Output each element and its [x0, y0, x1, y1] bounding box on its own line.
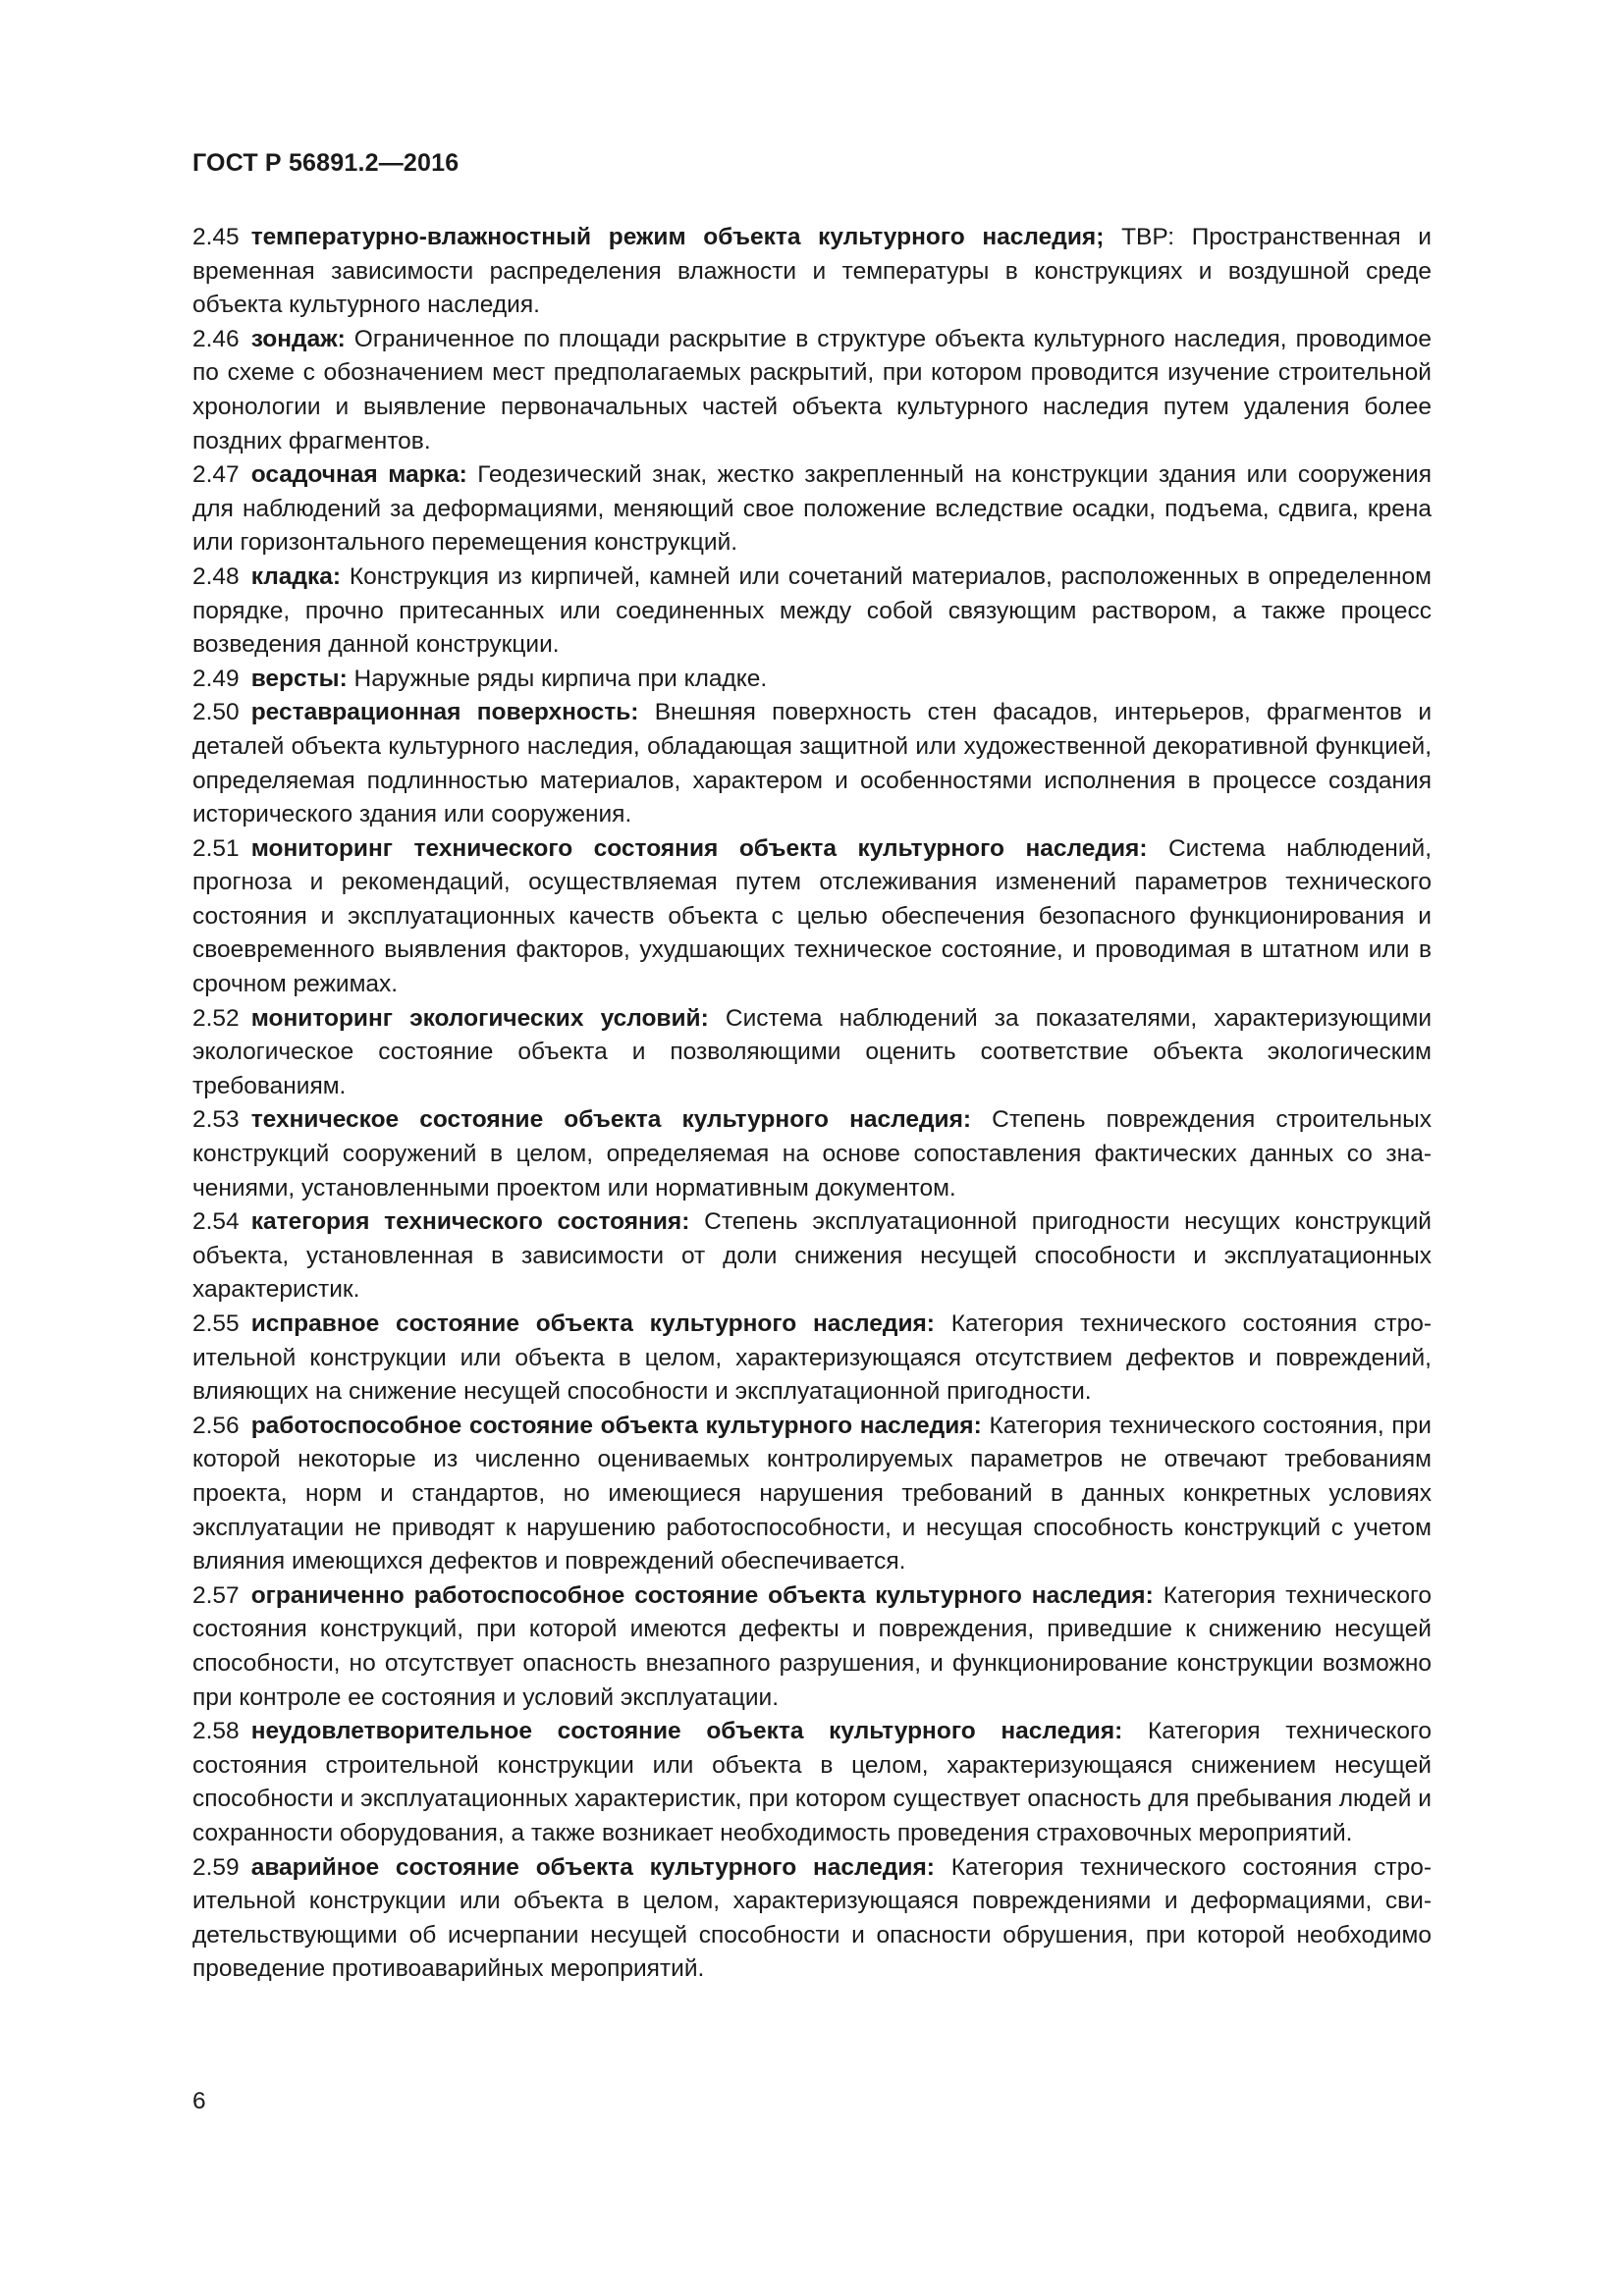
entry-term: версты: [250, 665, 348, 692]
entry-text: Категория технического состояния конструкций, при которой имеются дефекты и повреждения, приведшие к снижению несущей способности, но отсутствует опасность внезапного разрушения, и функционирование конструкции возможно при контроле ее состояния и условий эксплуатации. [192, 1581, 1433, 1711]
entry-term: работоспособное состояние объекта культурного наследия: [250, 1412, 982, 1439]
standard-designation: ГОСТ Р 56891.2—2016 [192, 149, 460, 177]
entry-term: ограниченно работоспособное состояние объекта культурного наследия: [250, 1581, 1154, 1609]
definition-entry-2-57 [192, 1579, 1432, 1715]
entry-text: Наружные ряды кирпича при кладке. [347, 665, 768, 692]
entry-text: Категория технического состояния строительной конструкции или объекта в целом, характеризующаяся повреждениями и деформациями, свидетельствующими об исчерпании несущей способности и опасности обрушения, при которой необходимо проведение противоаварийных мероприятий. [192, 1853, 1432, 1983]
entry-term: осадочная марка: [250, 461, 467, 489]
entry-number: 2.51 [192, 834, 240, 862]
entry-number: 2.47 [192, 461, 240, 489]
entry-text: ТВР: Пространственная и временная зависимости распределения влажности и температуры в конструкциях и воздушной среде объекта культурного наследия. [192, 224, 1432, 319]
entry-text: Конструкция из кирпичей, камней или сочетаний материалов, расположенных в определенном порядке, прочно притесанных или соединенных между собой связующим раствором, а также процесс возведения данной конструкции. [192, 562, 1432, 659]
definition-entry-2-51 [192, 832, 1432, 1002]
entry-number: 2.46 [192, 325, 240, 352]
entry-number: 2.54 [192, 1208, 240, 1236]
entry-text: Внешняя поверхность стен фасадов, интерьеров, фрагментов и деталей объекта культурного наследия, обладающая защитной или художественной декоративной функцией, определяемая подлинностью материалов, характером и особенностями исполнения в процессе создания исторического здания или сооружения. [192, 699, 1432, 828]
entry-term: аварийное состояние объекта культурного наследия: [250, 1853, 935, 1881]
definition-entry-2-56 [192, 1410, 1432, 1579]
entry-number: 2.53 [192, 1106, 240, 1134]
entry-term: исправное состояние объекта культурного наследия: [250, 1310, 935, 1337]
entry-number: 2.59 [192, 1853, 240, 1881]
entry-number: 2.57 [192, 1581, 240, 1609]
definition-entry-2-59 [192, 1851, 1432, 1987]
entry-text: Степень эксплуатационной пригодности несущих конструкций объекта, установленная в зависимости от доли снижения несущей способности и эксплуатационных характеристик. [192, 1208, 1432, 1304]
entry-number: 2.49 [192, 665, 240, 692]
entry-number: 2.48 [192, 562, 240, 590]
entry-term: температурно-влажностный режим объекта культурного наследия; [250, 224, 1105, 250]
entry-text: Категория технического состояния строительной конструкции или объекта в целом, характеризующаяся отсутствием дефектов и повреждений, влияющих на снижение несущей способности и эксплуатационной пригодности. [192, 1310, 1432, 1406]
definition-entry-2-48 [192, 561, 1432, 663]
entry-number: 2.50 [192, 699, 240, 726]
definition-entry-2-53 [192, 1103, 1432, 1205]
entry-term: кладка: [250, 562, 342, 590]
definition-entry-2-55 [192, 1308, 1432, 1410]
entry-term: категория технического состояния: [250, 1208, 690, 1236]
entry-number: 2.55 [192, 1310, 240, 1337]
entry-text: Геодезический знак, жестко закрепленный на конструкции здания или сооружения для наблюдений за деформациями, меняющий свое положение вследствие осадки, подъема, сдвига, крена или горизонтального перемещения конструкций. [192, 461, 1432, 557]
definition-entry-2-46 [192, 323, 1432, 458]
entry-term: мониторинг технического состояния объекта культурного наследия: [250, 834, 1148, 862]
definition-entry-2-49 [192, 663, 1432, 697]
definitions-list [192, 221, 1432, 1987]
definition-entry-2-58 [192, 1715, 1432, 1850]
entry-term: зондаж: [250, 325, 346, 352]
definition-entry-2-54 [192, 1205, 1432, 1308]
entry-term: реставрационная поверхность: [250, 699, 639, 726]
definition-entry-2-50 [192, 696, 1432, 831]
entry-number: 2.52 [192, 1004, 240, 1032]
entry-text: Система наблюдений, прогноза и рекомендаций, осуществляемая путем отслеживания изменений параметров технического состояния и эксплуатационных качеств объекта с целью обеспечения безопасного функционирования и своевременного выявления факторов, ухудшающих техническое состояние, и проводимая в штатном или в срочном режимах. [192, 834, 1432, 998]
entry-term: мониторинг экологических условий: [250, 1004, 709, 1032]
definition-entry-2-45 [192, 221, 1432, 323]
entry-text: Категория технического состояния, при которой некоторые из численно оцениваемых контролируемых параметров не отвечают требованиям проекта, норм и стандартов, но имеющиеся нарушения требований в данных конкретных условиях эксплуатации не приводят к нарушению работоспособности, и несущая способность конструкций с учетом влияния имеющихся дефектов и повреждений обеспечивается. [192, 1412, 1432, 1575]
entry-text: Ограниченное по площади раскрытие в структуре объекта культурного наследия, проводимое по схеме с обозначением мест предполагаемых раскрытий, при котором проводится изучение строительной хронологии и выявление первоначальных частей объекта культурного наследия путем удаления более поздних фрагментов. [192, 325, 1432, 454]
page-number: 6 [192, 2088, 206, 2114]
entry-text: Категория технического состояния строительной конструкции или объекта в целом, характеризующаяся снижением несущей способности и эксплуатационных характеристик, при котором существует опасность для пребывания людей и сохранности оборудования, а также возникает необходимость проведения страховочных мероприятий. [192, 1718, 1432, 1846]
entry-text: Степень повреждения строительных конструкций сооружений в целом, определяемая на основе сопоставления фактических данных со значениями, установленными проектом или нормативным документом. [192, 1106, 1432, 1201]
entry-number: 2.45 [192, 224, 240, 250]
entry-term: неудовлетворительное состояние объекта культурного наследия: [250, 1718, 1123, 1745]
document-page [192, 149, 1432, 1987]
entry-number: 2.58 [192, 1718, 240, 1745]
entry-term: техническое состояние объекта культурного наследия: [250, 1106, 972, 1134]
entry-number: 2.56 [192, 1412, 240, 1439]
definition-entry-2-47 [192, 458, 1432, 561]
definition-entry-2-52 [192, 1002, 1432, 1104]
entry-text: Система наблюдений за показателями, характеризующими экологическое состояние объекта и позволяющими оценить соответствие объекта экологическим требованиям. [192, 1004, 1432, 1099]
